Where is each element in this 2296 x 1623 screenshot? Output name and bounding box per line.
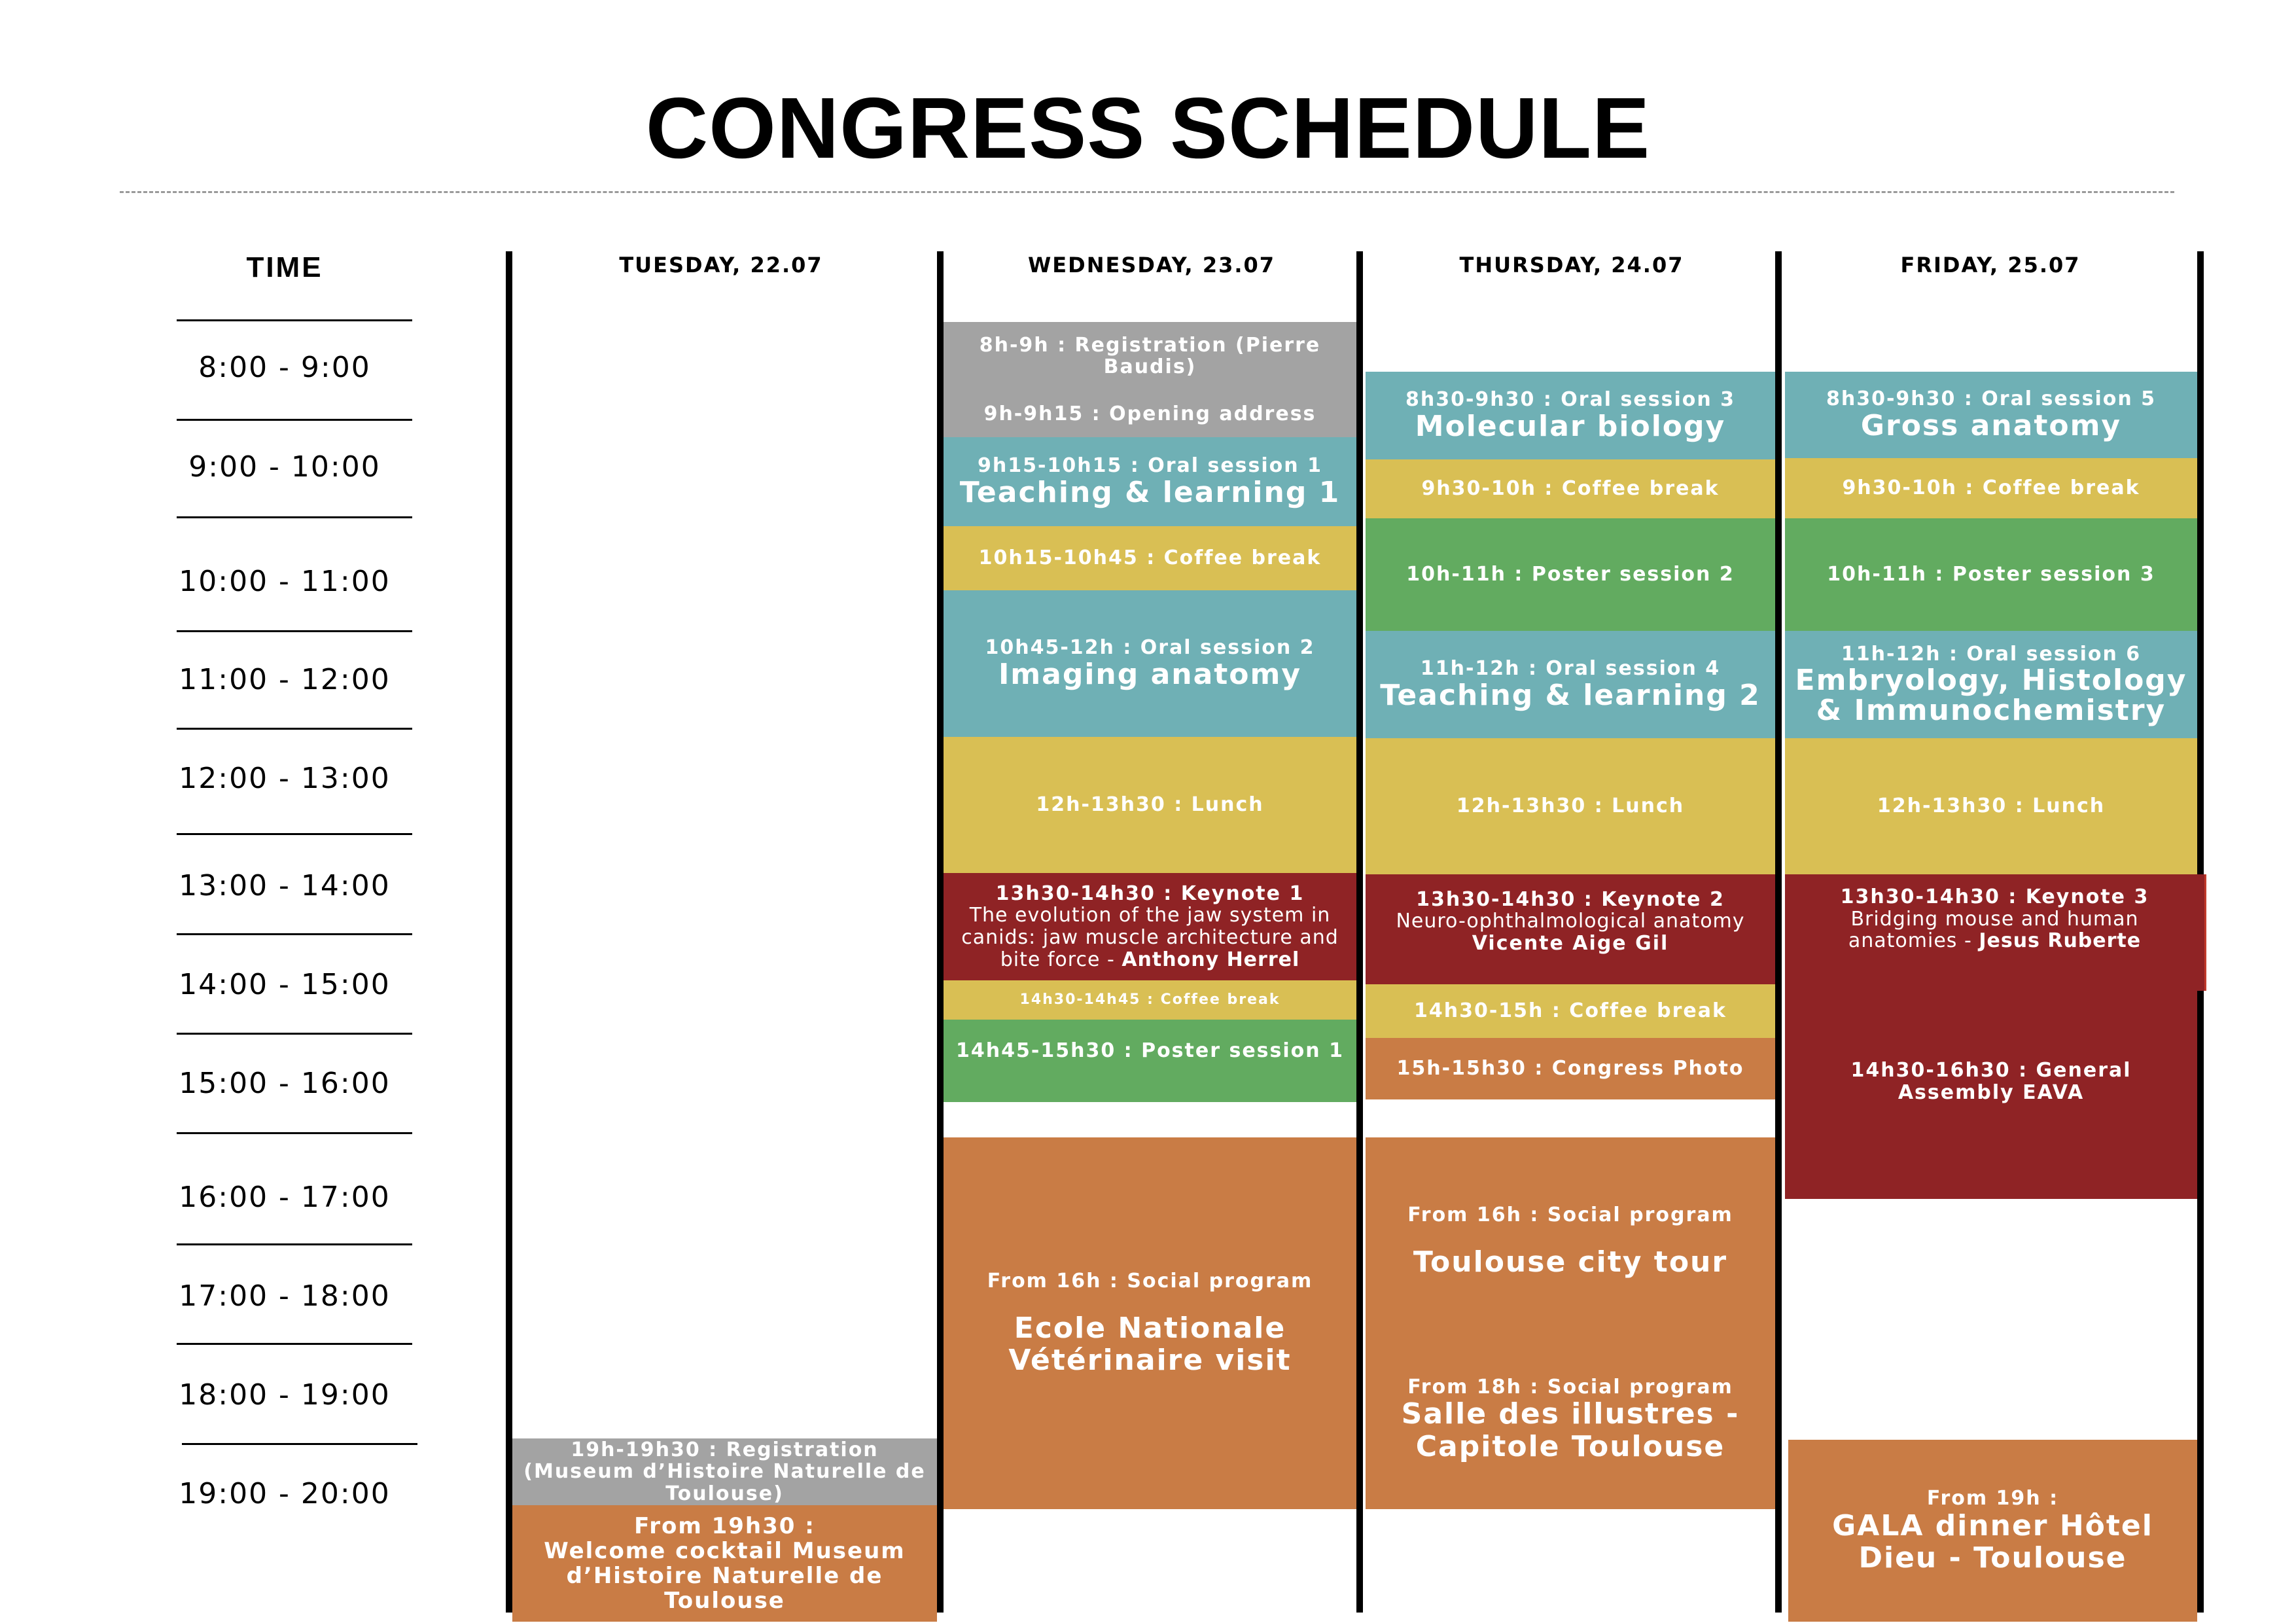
event-coffee-break	[944, 526, 1356, 590]
day-header-wednesday: WEDNESDAY, 23.07	[1027, 253, 1276, 277]
event-title: Teaching & learning 1	[959, 476, 1341, 510]
event-gala-dinner	[1788, 1440, 2197, 1622]
day-header-tuesday: TUESDAY, 22.07	[619, 253, 823, 277]
event-coffee-break	[944, 980, 1356, 1020]
event-coffee-break	[1366, 459, 1775, 518]
event-oral-session-2	[944, 590, 1356, 737]
event-title: Toulouse city tour	[1413, 1245, 1728, 1279]
time-divider	[177, 933, 412, 935]
event-text: 10h15-10h45 : Coffee break	[978, 546, 1322, 570]
event-time: 11h-12h : Oral session 4	[1420, 656, 1721, 680]
column-separator	[937, 251, 944, 1613]
event-lunch	[944, 737, 1356, 873]
time-slot-label: 13:00 - 14:00	[179, 869, 391, 902]
event-title: Gross anatomy	[1860, 409, 2122, 443]
event-registration-museum	[512, 1438, 937, 1505]
event-oral-session-4	[1366, 631, 1775, 738]
page-title: CONGRESS SCHEDULE	[645, 80, 1651, 176]
title-divider	[120, 191, 2174, 193]
event-welcome-cocktail	[512, 1505, 937, 1622]
time-slot-label: 17:00 - 18:00	[179, 1279, 391, 1313]
event-lunch	[1366, 738, 1775, 874]
time-divider	[177, 630, 412, 632]
day-header-thursday: THURSDAY, 24.07	[1459, 253, 1684, 277]
event-text: 19h-19h30 : Registration (Museum d’Histoire Naturelle de Toulouse)	[523, 1438, 926, 1505]
event-coffee-break	[1366, 984, 1775, 1038]
event-time: From 16h : Social program	[1407, 1204, 1733, 1226]
keynote-speaker: Vicente Aige Gil	[1472, 931, 1669, 955]
event-time: 9h15-10h15 : Oral session 1	[978, 454, 1322, 477]
event-time: From 19h30 :	[634, 1512, 815, 1539]
event-social-program	[944, 1137, 1356, 1509]
event-keynote-3	[1785, 874, 2206, 991]
event-title: Ecole Nationale Vétérinaire visit	[1008, 1311, 1292, 1377]
time-slot-label: 11:00 - 12:00	[179, 663, 391, 696]
time-divider	[177, 1132, 412, 1134]
time-slot-label: 19:00 - 20:00	[179, 1477, 391, 1510]
event-time: From 19h :	[1926, 1486, 2059, 1510]
event-text: 12h-13h30 : Lunch	[1456, 794, 1685, 818]
event-social-program	[1366, 1137, 1775, 1509]
event-title: Imaging anatomy	[998, 658, 1302, 692]
event-poster-session-3	[1785, 518, 2197, 631]
time-column-header: TIME	[246, 251, 323, 283]
event-oral-session-1	[944, 437, 1356, 526]
event-time: From 16h : Social program	[987, 1269, 1313, 1293]
keynote-speaker: Jesus Ruberte	[1979, 929, 2142, 953]
event-title: Embryology, Histology & Immunochemistry	[1795, 663, 2187, 727]
keynote-description: Neuro-ophthalmological anatomy	[1396, 910, 1745, 933]
event-coffee-break	[1785, 458, 2197, 518]
event-lunch	[1785, 738, 2197, 874]
event-time: 8h30-9h30 : Oral session 3	[1405, 387, 1736, 411]
column-separator	[1356, 251, 1363, 1613]
event-time: 13h30-14h30 : Keynote 1	[995, 882, 1305, 905]
time-slot-label: 16:00 - 17:00	[179, 1181, 391, 1214]
event-text: 14h30-14h45 : Coffee break	[1019, 991, 1280, 1008]
event-time: 13h30-14h30 : Keynote 2	[1416, 887, 1725, 911]
event-text: 10h-11h : Poster session 3	[1827, 563, 2155, 586]
event-general-assembly	[1785, 991, 2197, 1199]
time-slot-label: 8:00 - 9:00	[198, 351, 371, 384]
column-separator	[506, 251, 512, 1613]
time-divider	[177, 833, 412, 835]
time-slot-label: 15:00 - 16:00	[179, 1067, 391, 1100]
event-keynote-text	[1831, 908, 2159, 952]
event-opening-address: 9h-9h15 : Opening address	[983, 402, 1316, 425]
event-title: Welcome cocktail Museum d’Histoire Naturelle de Toulouse	[544, 1537, 906, 1614]
time-divider	[177, 1033, 412, 1035]
event-title: Molecular biology	[1415, 410, 1726, 444]
time-divider	[182, 1443, 417, 1445]
time-divider	[177, 728, 412, 730]
time-slot-label: 9:00 - 10:00	[188, 450, 381, 484]
keynote-description: The evolution of the jaw system in canids: jaw muscle architecture and bite force -	[961, 904, 1339, 971]
event-time: 10h45-12h : Oral session 2	[985, 635, 1315, 659]
event-time: 11h-12h : Oral session 6	[1841, 643, 2142, 666]
time-divider	[177, 1243, 412, 1245]
event-time: 13h30-14h30 : Keynote 3	[1840, 885, 2149, 908]
event-text: 14h30-16h30 : General Assembly EAVA	[1850, 1059, 2132, 1104]
time-divider	[177, 419, 412, 421]
event-text: 9h30-10h : Coffee break	[1842, 476, 2140, 500]
keynote-description: Bridging mouse and human anatomies -	[1848, 907, 2139, 953]
event-registration: 8h-9h : Registration (Pierre Baudis)	[979, 333, 1321, 379]
event-text: 14h45-15h30 : Poster session 1	[956, 1039, 1344, 1063]
event-congress-photo	[1366, 1038, 1775, 1099]
event-registration-and-opening	[944, 322, 1356, 437]
event-oral-session-5	[1785, 372, 2197, 458]
column-separator	[1775, 251, 1782, 1613]
event-time: From 18h : Social program	[1407, 1375, 1733, 1399]
time-divider	[177, 516, 412, 518]
event-text: 12h-13h30 : Lunch	[1877, 794, 2106, 818]
event-keynote-2	[1366, 874, 1775, 984]
event-oral-session-6	[1785, 631, 2197, 738]
event-title: Salle des illustres - Capitole Toulouse	[1401, 1397, 1740, 1463]
event-time: 8h30-9h30 : Oral session 5	[1826, 387, 2157, 410]
event-title: Teaching & learning 2	[1380, 679, 1761, 713]
event-title: GALA dinner Hôtel Dieu - Toulouse	[1832, 1508, 2153, 1575]
event-text: 14h30-15h : Coffee break	[1414, 999, 1727, 1023]
time-slot-label: 14:00 - 15:00	[179, 968, 391, 1001]
time-slot-label: 12:00 - 13:00	[179, 762, 391, 795]
event-text: 10h-11h : Poster session 2	[1406, 563, 1735, 586]
event-text: 15h-15h30 : Congress Photo	[1396, 1057, 1744, 1080]
time-slot-label: 18:00 - 19:00	[179, 1378, 391, 1412]
event-text: 12h-13h30 : Lunch	[1036, 793, 1264, 817]
event-text: 9h30-10h : Coffee break	[1421, 477, 1720, 501]
time-slot-label: 10:00 - 11:00	[179, 565, 391, 598]
keynote-speaker: Anthony Herrel	[1122, 948, 1300, 971]
event-poster-session-2	[1366, 518, 1775, 631]
time-divider	[177, 1343, 412, 1345]
event-keynote-1	[944, 873, 1356, 980]
event-poster-session-1	[944, 1020, 1356, 1102]
time-divider	[177, 319, 412, 321]
event-oral-session-3	[1366, 372, 1775, 459]
day-header-friday: FRIDAY, 25.07	[1900, 253, 2081, 277]
event-keynote-text	[950, 904, 1350, 971]
